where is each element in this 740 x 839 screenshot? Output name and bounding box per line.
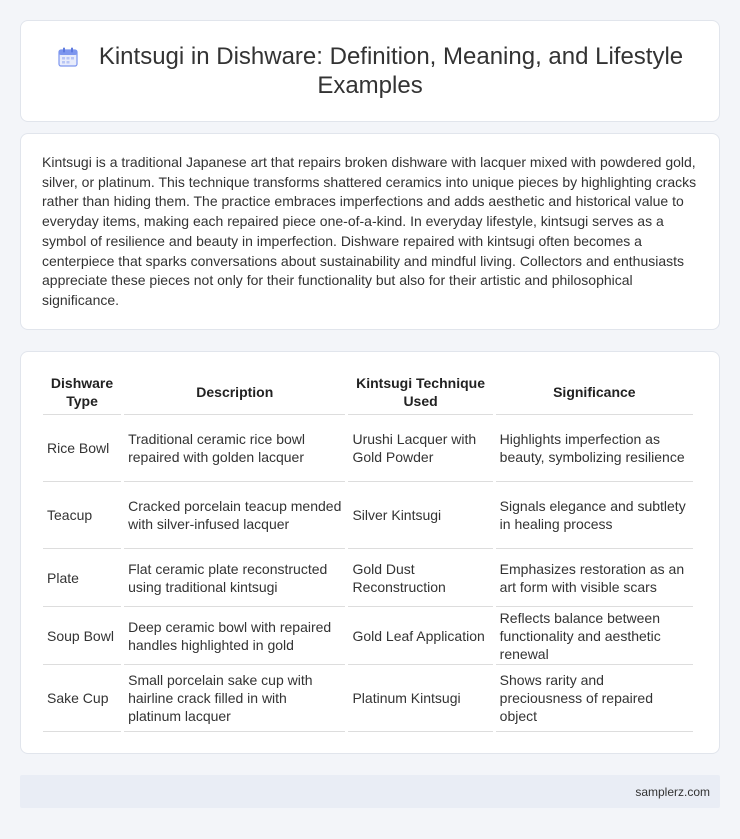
- column-header: Description: [124, 369, 345, 415]
- column-header: Kintsugi Technique Used: [348, 369, 492, 415]
- table-row: [43, 482, 693, 549]
- table-cell: Small porcelain sake cup with hairline crack filled in with platinum lacquer: [124, 665, 345, 732]
- table-row: [43, 607, 693, 665]
- column-header: Dishware Type: [43, 369, 121, 415]
- table-row: [43, 665, 693, 732]
- table-cell: Platinum Kintsugi: [348, 665, 492, 732]
- table-cell: Soup Bowl: [43, 607, 121, 665]
- column-header: Significance: [496, 369, 693, 415]
- table-cell: Flat ceramic plate reconstructed using traditional kintsugi: [124, 549, 345, 607]
- table-cell: Silver Kintsugi: [348, 482, 492, 549]
- table-cell: Rice Bowl: [43, 415, 121, 482]
- intro-card: [20, 133, 720, 330]
- table-header-row: [43, 369, 693, 415]
- table-cell: Reflects balance between functionality and aesthetic renewal: [496, 607, 693, 665]
- table-row: [43, 415, 693, 482]
- table-cell: Traditional ceramic rice bowl repaired with golden lacquer: [124, 415, 345, 482]
- footer-site-link[interactable]: samplerz.com: [635, 785, 710, 799]
- title-card: [20, 20, 720, 122]
- table-cell: Deep ceramic bowl with repaired handles highlighted in gold: [124, 607, 345, 665]
- table-cell: Teacup: [43, 482, 121, 549]
- table-cell: Cracked porcelain teacup mended with silver-infused lacquer: [124, 482, 345, 549]
- table-cell: Shows rarity and preciousness of repaired object: [496, 665, 693, 732]
- table-cell: Sake Cup: [43, 665, 121, 732]
- table-cell: Plate: [43, 549, 121, 607]
- table-row: [43, 549, 693, 607]
- footer-bar: [20, 775, 720, 808]
- intro-paragraph: Kintsugi is a traditional Japanese art that repairs broken dishware with lacquer mixed with powdered gold, silver, or platinum. This technique transforms shattered ceramics into unique pieces by highlighting cracks rather than hiding them. The practice embraces imperfections and adds aesthetic and historical value to everyday items, making each repaired piece one-of-a-kind. In everyday lifestyle, kintsugi serves as a symbol of resilience and beauty in imperfection. Dishware repaired with kintsugi often becomes a centerpiece that sparks conversations about sustainability and mindful living. Collectors and enthusiasts appreciate these pieces not only for their functionality but also for their artistic and philosophical significance.: [42, 154, 697, 308]
- table-cell: Highlights imperfection as beauty, symbolizing resilience: [496, 415, 693, 482]
- table-cell: Urushi Lacquer with Gold Powder: [348, 415, 492, 482]
- table-cell: Gold Leaf Application: [348, 607, 492, 665]
- table-cell: Signals elegance and subtlety in healing process: [496, 482, 693, 549]
- calendar-icon: [57, 46, 79, 68]
- table-cell: Emphasizes restoration as an art form with visible scars: [496, 549, 693, 607]
- table-card: [20, 351, 720, 754]
- page-title: Kintsugi in Dishware: Definition, Meaning, and Lifestyle Examples: [98, 43, 684, 99]
- table-cell: Gold Dust Reconstruction: [348, 549, 492, 607]
- kintsugi-table: [40, 369, 696, 732]
- title-wrap: [50, 42, 690, 100]
